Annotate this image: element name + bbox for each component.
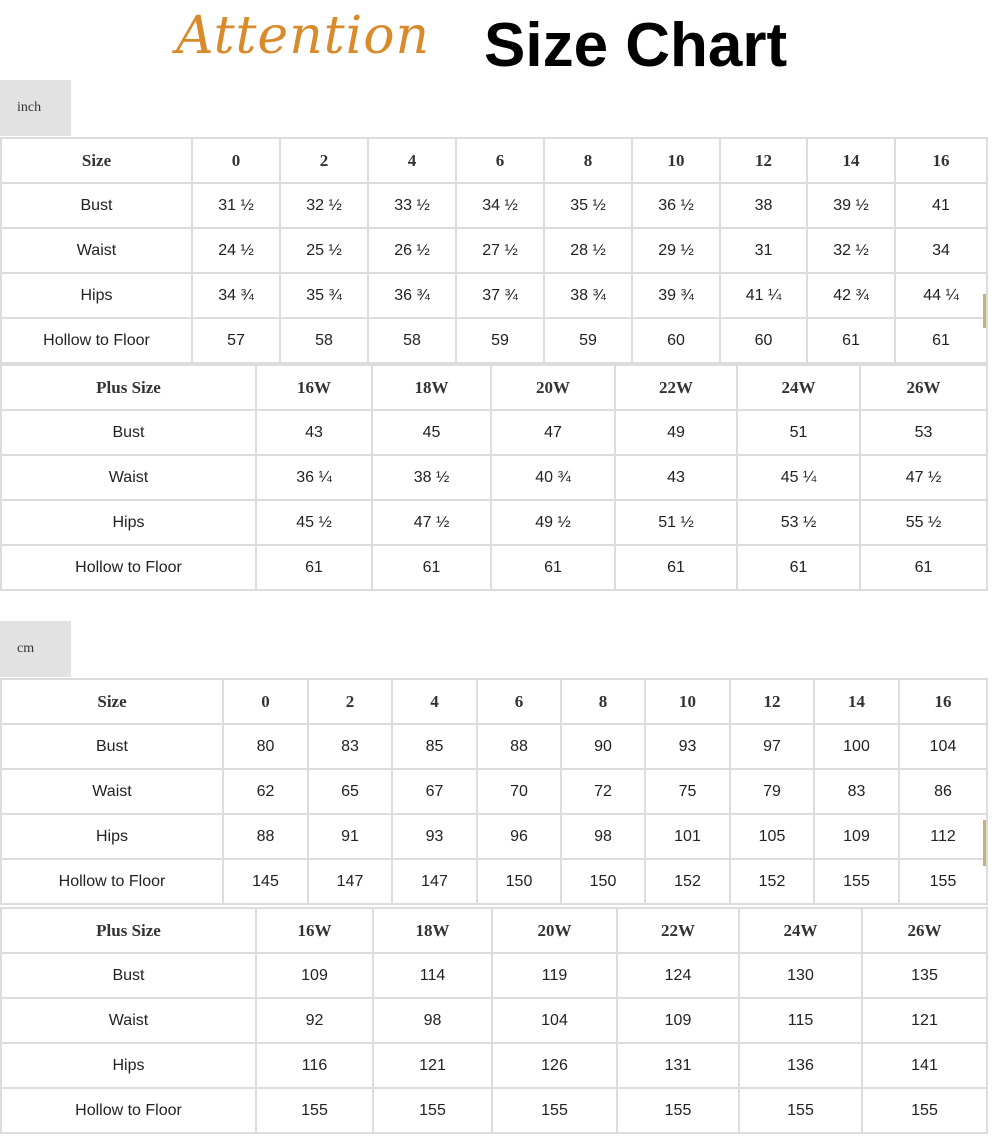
table-cell: 47 ½ xyxy=(860,455,987,500)
table-row xyxy=(1,953,987,998)
table-cell: 32 ½ xyxy=(280,183,368,228)
table-cell: 35 ½ xyxy=(544,183,632,228)
column-header: 2 xyxy=(280,138,368,183)
table-cell: 155 xyxy=(492,1088,617,1133)
table-cell: 114 xyxy=(373,953,492,998)
table-header-row xyxy=(1,908,987,953)
table-cell: 75 xyxy=(645,769,730,814)
column-header: 24W xyxy=(739,908,862,953)
edge-divider-mark xyxy=(983,294,986,328)
table-row xyxy=(1,228,987,273)
row-label: Hollow to Floor xyxy=(1,545,256,590)
table-cell: 33 ½ xyxy=(368,183,456,228)
table-cell: 150 xyxy=(477,859,561,904)
table-cell: 32 ½ xyxy=(807,228,895,273)
table-cell: 38 ¾ xyxy=(544,273,632,318)
table-cell: 47 ½ xyxy=(372,500,491,545)
table-cell: 59 xyxy=(456,318,544,363)
column-header: 4 xyxy=(392,679,477,724)
page-title: Size Chart xyxy=(484,11,788,80)
column-header: 0 xyxy=(192,138,280,183)
cm-standard-size-table xyxy=(0,678,988,905)
table-cell: 24 ½ xyxy=(192,228,280,273)
table-cell: 155 xyxy=(899,859,987,904)
size-header-cell: Plus Size xyxy=(1,365,256,410)
table-cell: 55 ½ xyxy=(860,500,987,545)
column-header: 4 xyxy=(368,138,456,183)
table-cell: 88 xyxy=(223,814,308,859)
table-cell: 124 xyxy=(617,953,739,998)
table-cell: 70 xyxy=(477,769,561,814)
column-header: 8 xyxy=(544,138,632,183)
table-cell: 41 xyxy=(895,183,987,228)
table-cell: 43 xyxy=(256,410,372,455)
table-cell: 37 ¾ xyxy=(456,273,544,318)
table-cell: 39 ½ xyxy=(807,183,895,228)
table-row xyxy=(1,1088,987,1133)
table-row xyxy=(1,273,987,318)
column-header: 12 xyxy=(730,679,814,724)
row-label: Bust xyxy=(1,183,192,228)
row-label: Waist xyxy=(1,998,256,1043)
table-cell: 31 ½ xyxy=(192,183,280,228)
size-header-cell: Plus Size xyxy=(1,908,256,953)
table-cell: 60 xyxy=(720,318,807,363)
table-cell: 93 xyxy=(645,724,730,769)
column-header: 18W xyxy=(373,908,492,953)
column-header: 20W xyxy=(491,365,615,410)
table-cell: 45 ½ xyxy=(256,500,372,545)
row-label: Hollow to Floor xyxy=(1,1088,256,1133)
table-cell: 36 ¾ xyxy=(368,273,456,318)
table-cell: 104 xyxy=(492,998,617,1043)
table-cell: 155 xyxy=(862,1088,987,1133)
table-cell: 126 xyxy=(492,1043,617,1088)
inch-plus-size-table xyxy=(0,364,988,591)
table-cell: 83 xyxy=(814,769,899,814)
table-cell: 29 ½ xyxy=(632,228,720,273)
table-cell: 61 xyxy=(807,318,895,363)
row-label: Waist xyxy=(1,228,192,273)
table-cell: 155 xyxy=(373,1088,492,1133)
row-label: Bust xyxy=(1,953,256,998)
table-cell: 136 xyxy=(739,1043,862,1088)
table-cell: 58 xyxy=(280,318,368,363)
table-row xyxy=(1,998,987,1043)
table-cell: 28 ½ xyxy=(544,228,632,273)
table-header-row xyxy=(1,365,987,410)
column-header: 18W xyxy=(372,365,491,410)
table-cell: 145 xyxy=(223,859,308,904)
size-header-cell: Size xyxy=(1,679,223,724)
table-cell: 38 ½ xyxy=(372,455,491,500)
column-header: 20W xyxy=(492,908,617,953)
table-cell: 34 ¾ xyxy=(192,273,280,318)
table-cell: 83 xyxy=(308,724,392,769)
table-row xyxy=(1,814,987,859)
row-label: Bust xyxy=(1,410,256,455)
column-header: 6 xyxy=(477,679,561,724)
table-cell: 67 xyxy=(392,769,477,814)
column-header: 10 xyxy=(632,138,720,183)
table-row xyxy=(1,500,987,545)
column-header: 16 xyxy=(895,138,987,183)
column-header: 16W xyxy=(256,365,372,410)
table-cell: 109 xyxy=(617,998,739,1043)
table-cell: 36 ¼ xyxy=(256,455,372,500)
table-cell: 135 xyxy=(862,953,987,998)
column-header: 22W xyxy=(615,365,737,410)
table-cell: 27 ½ xyxy=(456,228,544,273)
table-cell: 57 xyxy=(192,318,280,363)
row-label: Hollow to Floor xyxy=(1,859,223,904)
column-header: 6 xyxy=(456,138,544,183)
column-header: 14 xyxy=(814,679,899,724)
table-cell: 79 xyxy=(730,769,814,814)
table-cell: 104 xyxy=(899,724,987,769)
table-cell: 97 xyxy=(730,724,814,769)
attention-heading: Attention xyxy=(176,6,431,66)
table-cell: 61 xyxy=(491,545,615,590)
unit-tab-inch[interactable]: inch xyxy=(0,80,71,136)
column-header: 24W xyxy=(737,365,860,410)
table-cell: 101 xyxy=(645,814,730,859)
table-row xyxy=(1,183,987,228)
table-cell: 90 xyxy=(561,724,645,769)
table-row xyxy=(1,859,987,904)
table-cell: 131 xyxy=(617,1043,739,1088)
table-cell: 26 ½ xyxy=(368,228,456,273)
table-cell: 85 xyxy=(392,724,477,769)
table-cell: 91 xyxy=(308,814,392,859)
table-cell: 155 xyxy=(814,859,899,904)
table-cell: 119 xyxy=(492,953,617,998)
table-cell: 61 xyxy=(256,545,372,590)
table-cell: 61 xyxy=(860,545,987,590)
edge-divider-mark xyxy=(983,820,986,866)
table-cell: 49 xyxy=(615,410,737,455)
table-cell: 61 xyxy=(615,545,737,590)
table-cell: 141 xyxy=(862,1043,987,1088)
table-cell: 155 xyxy=(617,1088,739,1133)
row-label: Bust xyxy=(1,724,223,769)
column-header: 16W xyxy=(256,908,373,953)
column-header: 22W xyxy=(617,908,739,953)
table-cell: 121 xyxy=(862,998,987,1043)
table-cell: 44 ¼ xyxy=(895,273,987,318)
table-row xyxy=(1,769,987,814)
table-cell: 61 xyxy=(737,545,860,590)
table-cell: 92 xyxy=(256,998,373,1043)
table-cell: 34 ½ xyxy=(456,183,544,228)
table-cell: 152 xyxy=(645,859,730,904)
table-cell: 45 ¼ xyxy=(737,455,860,500)
table-cell: 51 xyxy=(737,410,860,455)
table-cell: 40 ¾ xyxy=(491,455,615,500)
table-cell: 115 xyxy=(739,998,862,1043)
table-cell: 105 xyxy=(730,814,814,859)
table-cell: 47 xyxy=(491,410,615,455)
row-label: Hips xyxy=(1,500,256,545)
table-cell: 80 xyxy=(223,724,308,769)
table-cell: 41 ¼ xyxy=(720,273,807,318)
table-cell: 98 xyxy=(561,814,645,859)
table-cell: 147 xyxy=(308,859,392,904)
table-cell: 116 xyxy=(256,1043,373,1088)
row-label: Hips xyxy=(1,273,192,318)
table-row xyxy=(1,455,987,500)
table-cell: 62 xyxy=(223,769,308,814)
table-header-row xyxy=(1,679,987,724)
column-header: 16 xyxy=(899,679,987,724)
inch-standard-size-table xyxy=(0,137,988,364)
table-row xyxy=(1,410,987,455)
row-label: Waist xyxy=(1,455,256,500)
table-row xyxy=(1,545,987,590)
column-header: 8 xyxy=(561,679,645,724)
column-header: 2 xyxy=(308,679,392,724)
table-cell: 98 xyxy=(373,998,492,1043)
column-header: 10 xyxy=(645,679,730,724)
row-label: Hollow to Floor xyxy=(1,318,192,363)
table-cell: 25 ½ xyxy=(280,228,368,273)
column-header: 26W xyxy=(860,365,987,410)
table-cell: 58 xyxy=(368,318,456,363)
table-cell: 86 xyxy=(899,769,987,814)
table-cell: 43 xyxy=(615,455,737,500)
table-cell: 72 xyxy=(561,769,645,814)
header xyxy=(0,0,1000,80)
table-cell: 155 xyxy=(739,1088,862,1133)
table-header-row xyxy=(1,138,987,183)
table-cell: 34 xyxy=(895,228,987,273)
table-cell: 88 xyxy=(477,724,561,769)
table-cell: 49 ½ xyxy=(491,500,615,545)
table-cell: 147 xyxy=(392,859,477,904)
table-cell: 93 xyxy=(392,814,477,859)
table-cell: 38 xyxy=(720,183,807,228)
table-cell: 59 xyxy=(544,318,632,363)
table-cell: 121 xyxy=(373,1043,492,1088)
table-cell: 155 xyxy=(256,1088,373,1133)
table-row xyxy=(1,318,987,363)
table-cell: 53 ½ xyxy=(737,500,860,545)
table-cell: 31 xyxy=(720,228,807,273)
column-header: 14 xyxy=(807,138,895,183)
column-header: 12 xyxy=(720,138,807,183)
table-cell: 109 xyxy=(256,953,373,998)
table-cell: 130 xyxy=(739,953,862,998)
table-cell: 53 xyxy=(860,410,987,455)
table-row xyxy=(1,1043,987,1088)
table-cell: 45 xyxy=(372,410,491,455)
table-cell: 42 ¾ xyxy=(807,273,895,318)
table-cell: 96 xyxy=(477,814,561,859)
table-cell: 112 xyxy=(899,814,987,859)
row-label: Waist xyxy=(1,769,223,814)
table-cell: 51 ½ xyxy=(615,500,737,545)
table-cell: 100 xyxy=(814,724,899,769)
table-cell: 60 xyxy=(632,318,720,363)
table-cell: 65 xyxy=(308,769,392,814)
cm-plus-size-table xyxy=(0,907,988,1134)
size-header-cell: Size xyxy=(1,138,192,183)
column-header: 0 xyxy=(223,679,308,724)
table-cell: 152 xyxy=(730,859,814,904)
table-cell: 36 ½ xyxy=(632,183,720,228)
row-label: Hips xyxy=(1,814,223,859)
table-cell: 61 xyxy=(372,545,491,590)
table-cell: 109 xyxy=(814,814,899,859)
unit-tab-cm[interactable]: cm xyxy=(0,621,71,677)
table-cell: 61 xyxy=(895,318,987,363)
table-cell: 35 ¾ xyxy=(280,273,368,318)
table-row xyxy=(1,724,987,769)
row-label: Hips xyxy=(1,1043,256,1088)
table-cell: 39 ¾ xyxy=(632,273,720,318)
column-header: 26W xyxy=(862,908,987,953)
table-cell: 150 xyxy=(561,859,645,904)
